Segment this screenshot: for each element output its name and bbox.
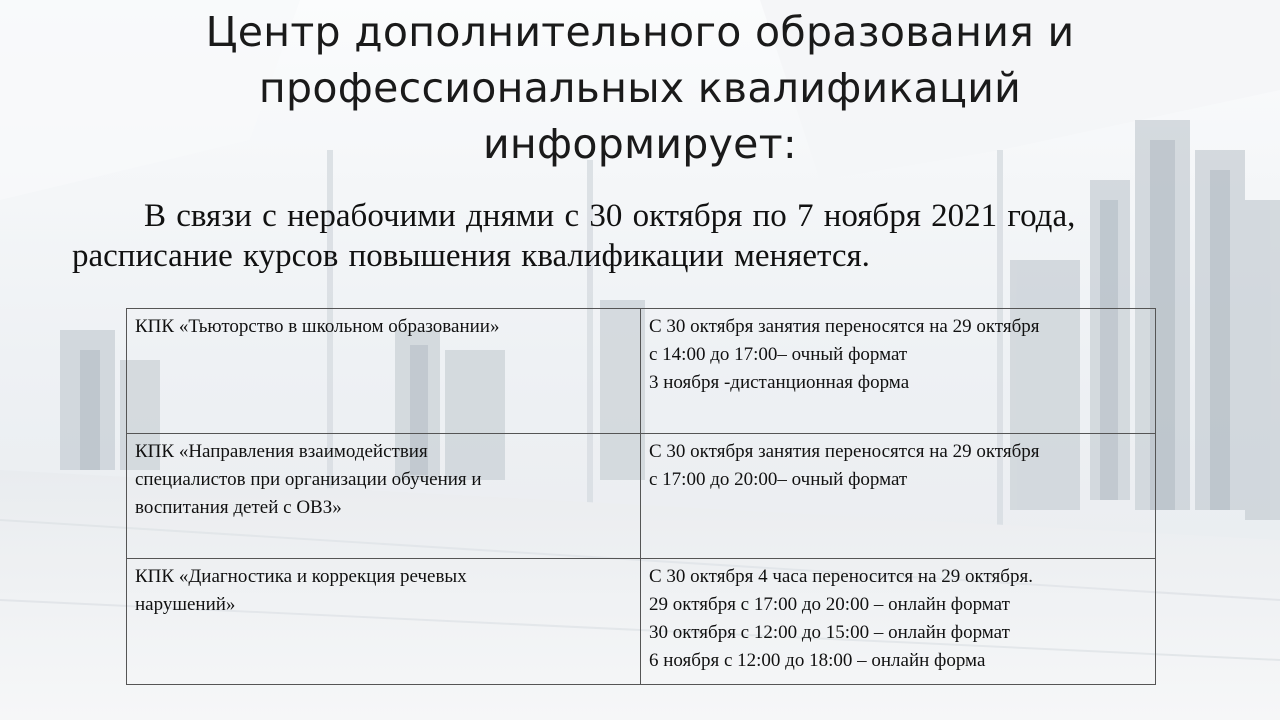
course-name-line: воспитания детей с ОВЗ» xyxy=(135,497,342,518)
table-row xyxy=(127,559,1156,685)
schedule-line: 30 октября с 12:00 до 15:00 – онлайн формат xyxy=(649,622,1010,643)
schedule-line: С 30 октября занятия переносятся на 29 октября xyxy=(649,316,1040,337)
course-name-line: нарушений» xyxy=(135,594,236,615)
notice-paragraph xyxy=(72,196,1182,276)
schedule-line: С 30 октября 4 часа переносится на 29 октября. xyxy=(649,566,1033,587)
course-cell xyxy=(127,434,641,559)
table-row xyxy=(127,309,1156,434)
title-line: информирует: xyxy=(482,120,797,168)
course-name-line: КПК «Диагностика и коррекция речевых xyxy=(135,566,467,587)
schedule-cell xyxy=(641,559,1156,685)
notice-line: расписание курсов повышения квалификации меняется. xyxy=(72,238,870,274)
schedule-line: с 14:00 до 17:00– очный формат xyxy=(649,344,908,365)
title-line: Центр дополнительного образования и xyxy=(205,8,1075,56)
course-cell xyxy=(127,309,641,434)
schedule-table xyxy=(126,308,1156,685)
notice-line: В связи с нерабочими днями с 30 октября по 7 ноября 2021 года, xyxy=(144,198,1076,234)
schedule-cell xyxy=(641,434,1156,559)
schedule-line: 6 ноября с 12:00 до 18:00 – онлайн форма xyxy=(649,650,986,671)
schedule-cell xyxy=(641,309,1156,434)
table-row xyxy=(127,434,1156,559)
page-title xyxy=(140,4,1140,172)
course-name-line: специалистов при организации обучения и xyxy=(135,469,482,490)
title-line: профессиональных квалификаций xyxy=(258,64,1022,112)
schedule-line: с 17:00 до 20:00– очный формат xyxy=(649,469,908,490)
course-cell xyxy=(127,559,641,685)
course-name-line: КПК «Тьюторство в школьном образовании» xyxy=(135,316,500,337)
schedule-line: 3 ноября -дистанционная форма xyxy=(649,372,910,393)
course-name-line: КПК «Направления взаимодействия xyxy=(135,441,428,462)
schedule-line: С 30 октября занятия переносятся на 29 октября xyxy=(649,441,1040,462)
schedule-line: 29 октября с 17:00 до 20:00 – онлайн формат xyxy=(649,594,1010,615)
